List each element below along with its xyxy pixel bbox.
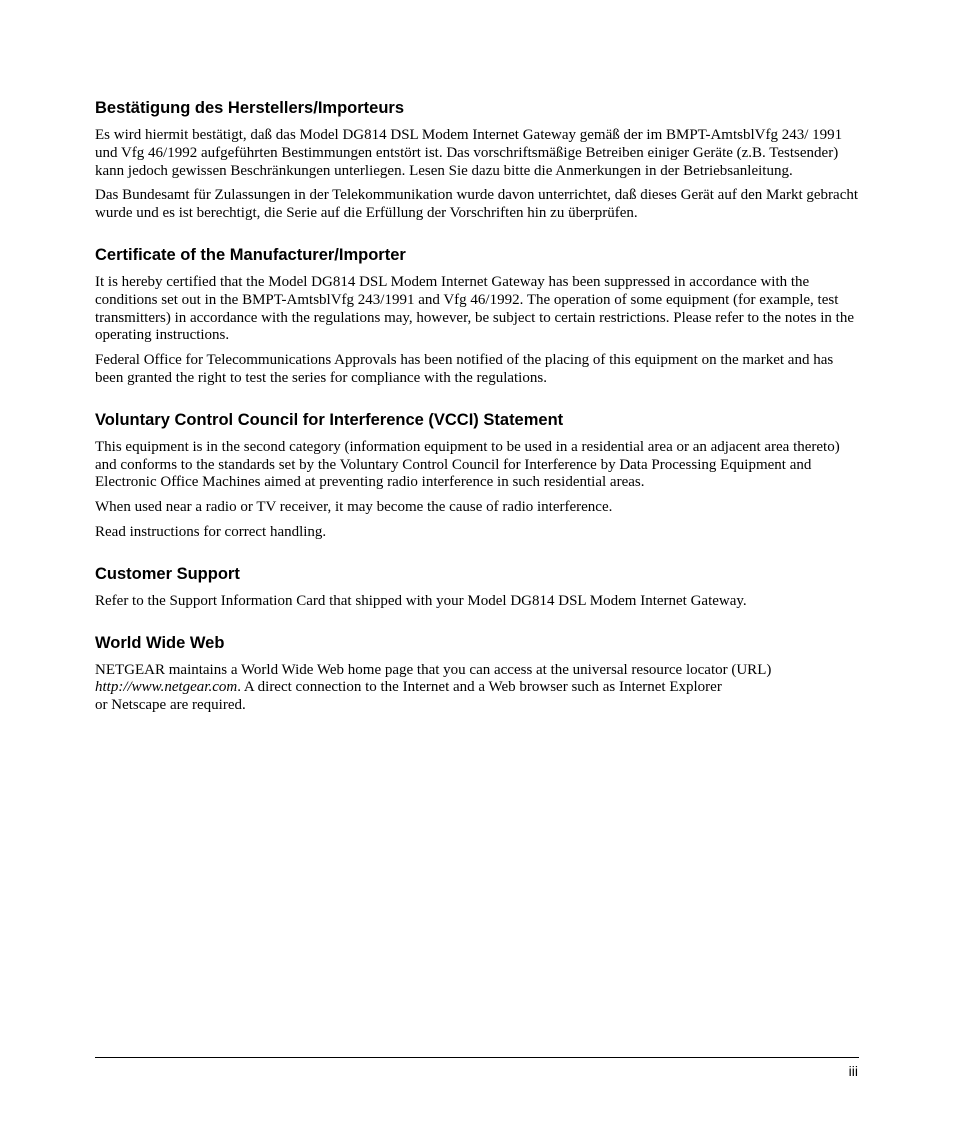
paragraph: Federal Office for Telecommunications Approvals has been notified of the placing of this equipment on the market and has been granted the right to test the series for compliance with the regulations. (95, 352, 834, 386)
paragraph-web (95, 662, 859, 715)
section-heading: Customer Support (95, 564, 240, 583)
section-manufacturer-confirmation-de (95, 98, 859, 223)
section-heading: Voluntary Control Council for Interference (VCCI) Statement (95, 410, 564, 429)
web-rest-text-2: or Netscape are required. (95, 697, 246, 714)
document-page (95, 98, 859, 737)
section-manufacturer-certificate (95, 245, 859, 388)
section-world-wide-web (95, 633, 859, 715)
section-heading: Bestätigung des Herstellers/Importeurs (95, 99, 405, 117)
web-intro-text: NETGEAR maintains a World Wide Web home page that you can access at the universal resource locator (URL) (95, 661, 772, 678)
section-heading: Certificate of the Manufacturer/Importer (95, 245, 406, 264)
page-number: iii (848, 1063, 858, 1079)
paragraph: Refer to the Support Information Card that shipped with your Model DG814 DSL Modem Internet Gateway. (95, 592, 747, 609)
paragraph: It is hereby certified that the Model DG814 DSL Modem Internet Gateway has been suppressed in accordance with the conditions set out in the BMPT-AmtsblVfg 243/1991 and Vfg 46/1992. The operation of some equipment (for example, test transmitters) in accordance with the regulations may, however, be subject to certain restrictions. Please refer to the notes in the operating instructions. (95, 273, 854, 344)
paragraph: Read instructions for correct handling. (95, 523, 327, 540)
paragraph: Es wird hiermit bestätigt, daß das Model DG814 DSL Modem Internet Gateway gemäß der im BMPT-AmtsblVfg 243/ 1991 und Vfg 46/1992 aufgeführten Bestimmungen entstört ist. Das vorschriftsmäßige Betreiben einiger Geräte (z.B. Testsender) kann jedoch gewissen Beschränkungen unterliegen. Lesen Sie dazu bitte die Anmerkungen in der Betriebsanleitung. (95, 127, 843, 179)
footer-divider (95, 1057, 859, 1058)
paragraph: Das Bundesamt für Zulassungen in der Telekommunikation wurde davon unterrichtet, daß dieses Gerät auf den Markt gebracht wurde und es ist berechtigt, die Serie auf die Erfüllung der Vorschriften hin zu überprüfen. (95, 187, 859, 222)
section-vcci-statement (95, 410, 859, 542)
paragraph: When used near a radio or TV receiver, it may become the cause of radio interference. (95, 499, 613, 516)
section-customer-support (95, 564, 859, 611)
web-rest-text: . A direct connection to the Internet and a Web browser such as Internet Explorer (237, 679, 722, 696)
paragraph: This equipment is in the second category (information equipment to be used in a residential area or an adjacent area thereto) and conforms to the standards set by the Voluntary Control Council for Interference by Data Processing Equipment and Electronic Office Machines aimed at preventing radio interference in such residential areas. (95, 438, 840, 491)
netgear-url-link[interactable]: http://www.netgear.com (95, 679, 238, 696)
section-heading: World Wide Web (95, 633, 225, 652)
